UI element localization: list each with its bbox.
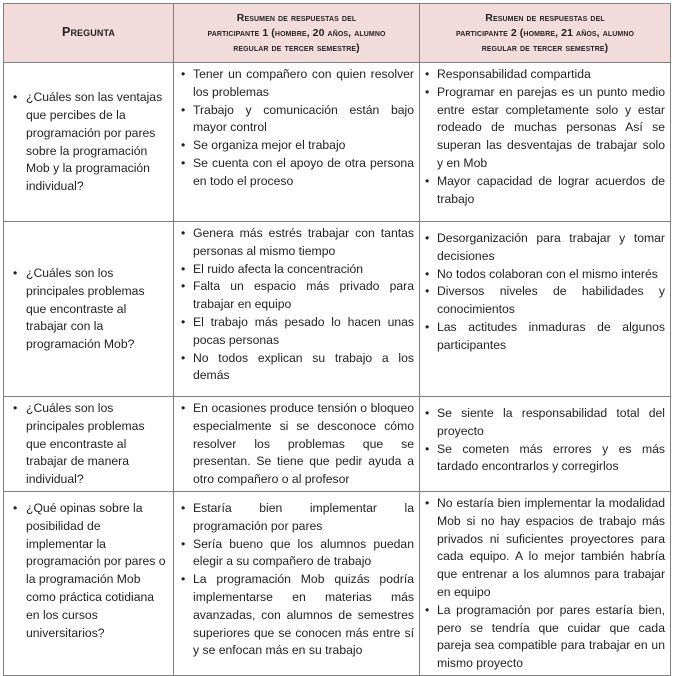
list-item: • Sería bueno que los alumnos puedan elegir a su compañero de trabajo <box>179 536 414 572</box>
list-item: • Estaría bien implementar la programación por pares <box>179 500 414 536</box>
list-item: • No estaría bien implementar la modalidad Mob si no hay espacios de trabajo más privados ni suficientes proyectores para cada equipo. A lo mejor también habría que entrenar a los alumnos para trabajar en equipo <box>423 495 665 602</box>
header-p2-line1: Resumen de respuestas del <box>485 11 605 24</box>
table-row <box>4 397 671 492</box>
table-row <box>4 63 671 222</box>
header-row <box>4 4 671 63</box>
list-item: • Se cuenta con el apoyo de otra persona en todo el proceso <box>179 155 414 191</box>
list-item: • Las actitudes inmaduras de algunos participantes <box>423 319 665 355</box>
question-text: • ¿Cuáles son las ventajas que percibes de la programación por pares sobre la programación Mob y la programación individual? <box>10 89 167 196</box>
participant-2-cell <box>420 222 671 397</box>
list-item: • No todos explican su trabajo a los demás <box>179 350 414 386</box>
question-cell <box>4 222 174 397</box>
list-item: • No todos colaboran con el mismo interés <box>423 266 665 284</box>
list-item: • La programación por pares estaría bien, pero se tendría que cuidar que cada pareja sea compatible para trabajar en un mismo proyecto <box>423 602 665 673</box>
responses-table <box>3 3 671 676</box>
list-item: • Falta un espacio más privado para trabajar en equipo <box>179 278 414 314</box>
participant-1-cell <box>174 397 420 492</box>
table-row <box>4 222 671 397</box>
header-p2-line3: regular de tercer semestre) <box>481 41 609 54</box>
list-item: • En ocasiones produce tensión o bloqueo especialmente si se desconoce cómo resolver los problemas que se presentan. Se tiene que pedir ayuda a otro compañero o al profesor <box>179 400 414 489</box>
question-cell <box>4 491 174 675</box>
list-item: • Mayor capacidad de lograr acuerdos de trabajo <box>423 173 665 209</box>
table-row <box>4 491 671 675</box>
participant-1-cell <box>174 491 420 675</box>
header-participant-1 <box>174 4 420 63</box>
list-item: • La programación Mob quizás podría implementarse en materias más avanzadas, con alumnos de semestres superiores que se conocen más entre sí y se enfocan más en su trabajo <box>179 571 414 660</box>
participant-2-cell <box>420 397 671 492</box>
list-item: • El trabajo más pesado lo hacen unas pocas personas <box>179 314 414 350</box>
participant-2-cell <box>420 63 671 222</box>
list-item: • Tener un compañero con quien resolver los problemas <box>179 66 414 102</box>
list-item: • Programar en parejas es un punto medio entre estar completamente solo y estar rodeado de muchas personas Así se superan las desventajas de trabajar solo y en Mob <box>423 84 665 173</box>
list-item: • Responsabilidad compartida <box>423 66 665 84</box>
list-item: • El ruido afecta la concentración <box>179 261 414 279</box>
header-p1-line2: participante 1 (hombre, 20 años, alumno <box>207 26 386 39</box>
header-p1-line1: Resumen de respuestas del <box>236 11 357 24</box>
list-item: • Se organiza mejor el trabajo <box>179 137 414 155</box>
list-item: • Genera más estrés trabajar con tantas personas al mismo tiempo <box>179 225 414 261</box>
question-text: • ¿Cuáles son los principales problemas que encontraste al trabajar de manera individual? <box>10 400 167 489</box>
list-item: • Desorganización para trabajar y tomar decisiones <box>423 230 665 266</box>
list-item: • Se cometen más errores y es más tardado encontrarlos y corregirlos <box>423 441 665 477</box>
question-cell <box>4 397 174 492</box>
list-item: • Diversos niveles de habilidades y conocimientos <box>423 283 665 319</box>
header-p1-line3: regular de tercer semestre) <box>233 41 360 54</box>
header-p2-line2: participante 2 (hombre, 21 años, alumno <box>455 26 635 39</box>
list-item: • Se siente la responsabilidad total del proyecto <box>423 405 665 441</box>
question-cell <box>4 63 174 222</box>
participant-1-cell <box>174 222 420 397</box>
header-question: Pregunta <box>4 4 174 63</box>
participant-2-cell <box>420 491 671 675</box>
question-text: • ¿Qué opinas sobre la posibilidad de implementar la programación por pares o la programación Mob como práctica cotidiana en los cursos universitarios? <box>10 500 167 642</box>
question-text: • ¿Cuáles son los principales problemas que encontraste al trabajar con la programación Mob? <box>10 265 167 354</box>
list-item: • Trabajo y comunicación están bajo mayor control <box>179 102 414 138</box>
participant-1-cell <box>174 63 420 222</box>
header-participant-2 <box>420 4 671 63</box>
